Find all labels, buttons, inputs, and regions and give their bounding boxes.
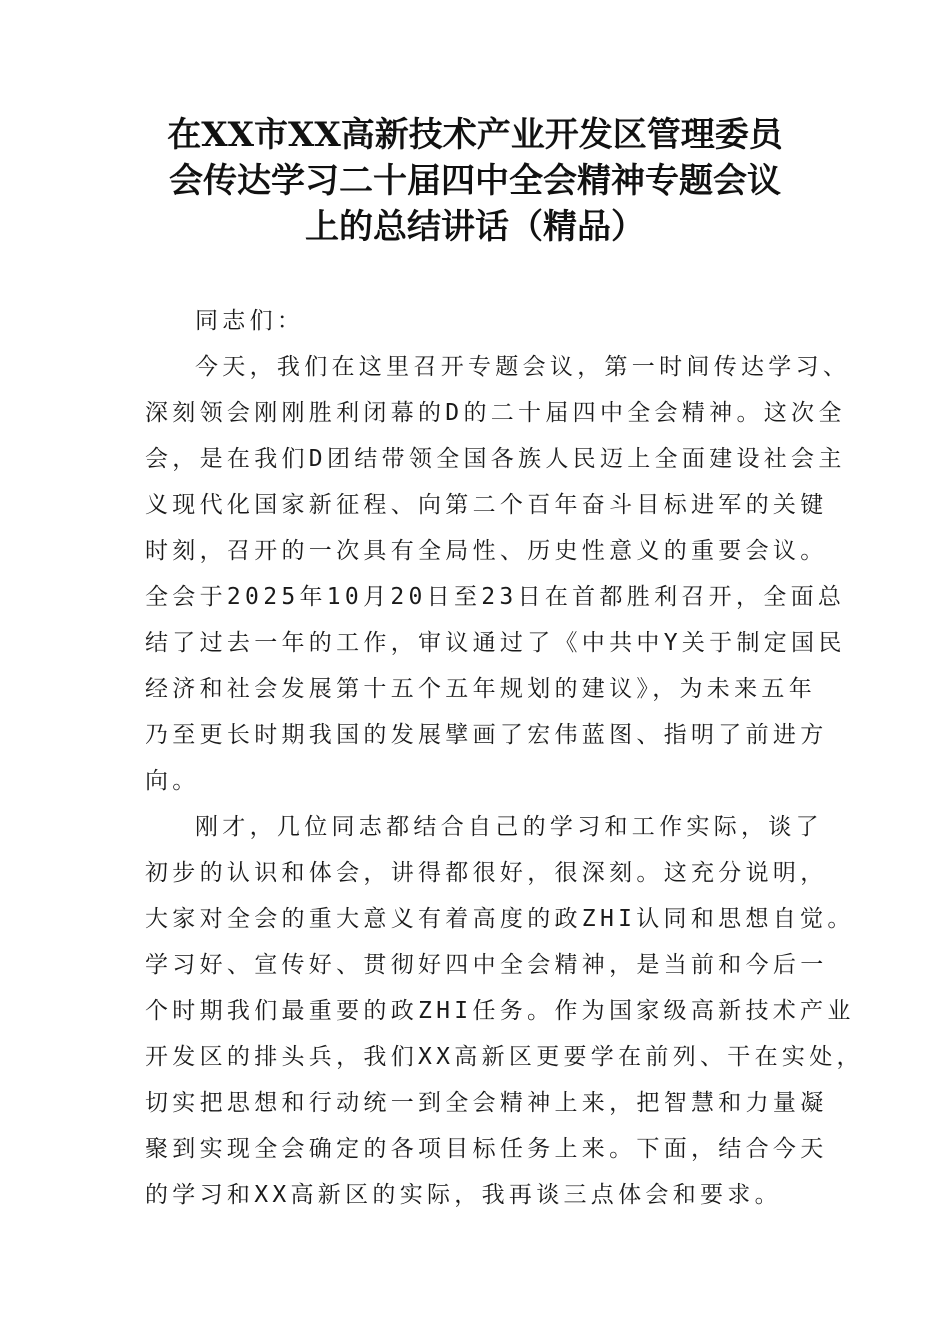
title-line: 在XX市XX高新技术产业开发区管理委员: [167, 115, 783, 155]
title-line: 上的总结讲话（精品）: [305, 207, 645, 247]
paragraph-2: [145, 804, 864, 1218]
paragraph-line: 刚才，几位同志都结合自己的学习和工作实际，谈了: [195, 814, 823, 840]
paragraph-line: 大家对全会的重大意义有着高度的政ZHI认同和思想自觉。: [145, 906, 855, 932]
paragraph-line: 初步的认识和体会，讲得都很好，很深刻。这充分说明，: [145, 860, 828, 886]
paragraph-line: 向。: [145, 768, 200, 794]
paragraph-line: 切实把思想和行动统一到全会精神上来，把智慧和力量凝: [145, 1090, 828, 1116]
paragraph-line: 深刻领会刚刚胜利闭幕的D的二十届四中全会精神。这次全: [145, 400, 846, 426]
paragraph-line: 乃至更长时期我国的发展擘画了宏伟蓝图、指明了前进方: [145, 722, 828, 748]
paragraph-line: 聚到实现全会确定的各项目标任务上来。下面，结合今天: [145, 1136, 828, 1162]
paragraph-line: 义现代化国家新征程、向第二个百年奋斗目标进军的关键: [145, 492, 828, 518]
paragraph-line: 会，是在我们D团结带领全国各族人民迈上全面建设社会主: [145, 446, 846, 472]
paragraph-line: 经济和社会发展第十五个五年规划的建议》，为未来五年: [145, 676, 816, 702]
paragraph-1: [145, 344, 851, 804]
paragraph-line: 开发区的排头兵，我们XX高新区更要学在前列、干在实处，: [145, 1044, 864, 1070]
paragraph-line: 结了过去一年的工作，审议通过了《中共中Y关于制定国民: [145, 630, 846, 656]
document-body: [145, 298, 864, 1218]
document-title: [140, 112, 810, 250]
paragraph-line: 全会于2025年10月20日至23日在首都胜利召开，全面总: [145, 584, 846, 610]
paragraph-line: 的学习和XX高新区的实际，我再谈三点体会和要求。: [145, 1182, 782, 1208]
paragraph-line: 个时期我们最重要的政ZHI任务。作为国家级高新技术产业: [145, 998, 855, 1024]
salutation: 同志们：: [195, 308, 305, 334]
paragraph-line: 时刻，召开的一次具有全局性、历史性意义的重要会议。: [145, 538, 828, 564]
title-line: 会传达学习二十届四中全会精神专题会议: [169, 161, 781, 201]
paragraph-line: 学习好、宣传好、贯彻好四中全会精神，是当前和今后一: [145, 952, 828, 978]
paragraph-line: 今天，我们在这里召开专题会议，第一时间传达学习、: [195, 354, 851, 380]
